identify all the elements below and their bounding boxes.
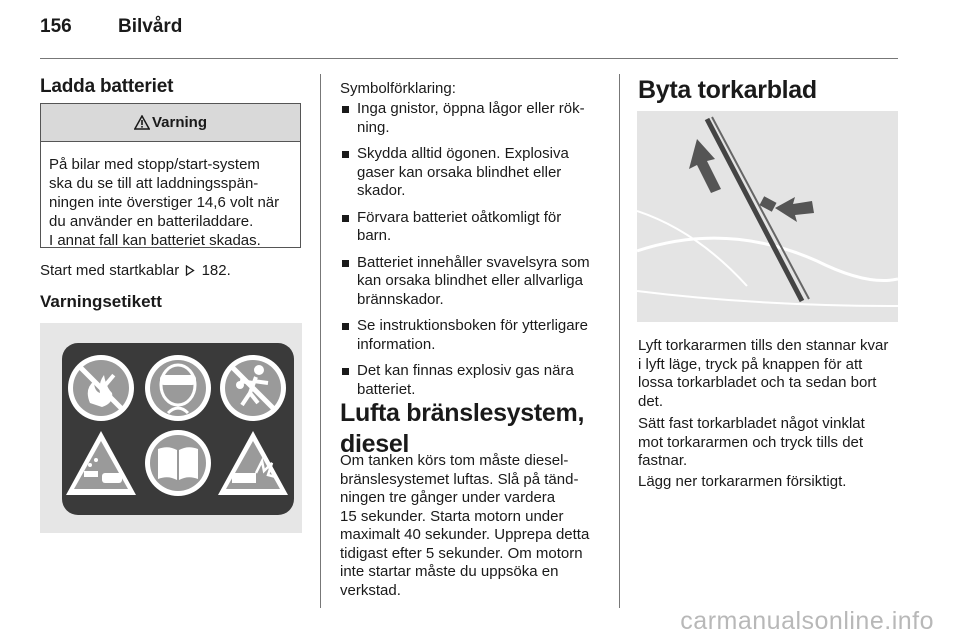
- warning-line: I annat fall kan batteriet skadas.: [49, 232, 261, 249]
- warning-header: [41, 104, 300, 142]
- wiper-paragraph-2: Sätt fast torkarbladet något vinklat mot torkararmen och tryck tills det fastnar.: [638, 415, 865, 469]
- no-fire-icon: [68, 355, 134, 421]
- warning-line: ningen inte överstiger 14,6 volt när: [49, 194, 280, 211]
- list-item: Batteriet innehåller svavelsyra som kan orsaka blindhet eller allvarliga brännskador.: [341, 254, 607, 310]
- warning-title: Varning: [151, 114, 207, 131]
- section-heading-replace-wiper: Byta torkarblad: [638, 76, 817, 104]
- warning-line: ska du se till att laddningsspän-: [49, 175, 259, 192]
- eye-protection-icon: [145, 355, 211, 421]
- jump-start-reference: [40, 262, 231, 281]
- warning-text: [41, 142, 300, 250]
- symbol-legend-intro: Symbolförklaring:: [340, 80, 456, 97]
- wiper-paragraph-3: Lägg ner torkararmen försiktigt.: [638, 473, 847, 490]
- subheading-warning-label: Varningsetikett: [40, 292, 162, 311]
- warning-line: du använder en batteriladdare.: [49, 213, 254, 230]
- warning-triangle-icon: [134, 115, 150, 130]
- page-reference-arrow-icon: [185, 265, 195, 276]
- keep-children-away-icon: [220, 355, 286, 421]
- chapter-title: Bilvård: [118, 16, 183, 37]
- jump-start-text: Start med startkablar: [40, 262, 180, 279]
- list-item: Det kan finnas explosiv gas nära batteriet.: [341, 362, 607, 399]
- section-heading-bleed-fuel-system: Lufta bränslesystem, diesel: [340, 399, 585, 458]
- warning-line: På bilar med stopp/start-system: [49, 156, 260, 173]
- column-divider-1: [320, 74, 321, 608]
- column-divider-2: [619, 74, 620, 608]
- warning-box: [40, 103, 301, 248]
- list-item: Skydda alltid ögonen. Explosiva gaser kan orsaka blindhet eller skador.: [341, 145, 607, 201]
- bleed-fuel-paragraph: Om tanken körs tom måste diesel- bränslesystemet luftas. Slå på tänd- ningen tre gånger under vardera 15 sekunder. Starta motorn under maximalt 40 sekunder. Upprepa detta tidigast efter 5 sekunder. Om motorn inte startar måste du uppsöka en verkstad.: [340, 452, 590, 599]
- wiper-blade-image: [637, 111, 898, 322]
- battery-warning-label-image: [40, 323, 302, 533]
- section-heading-charge-battery: Ladda batteriet: [40, 76, 174, 97]
- watermark: carmanualsonline.info: [680, 607, 934, 635]
- read-manual-icon: [145, 430, 211, 496]
- list-item: Se instruktionsboken för ytterligare information.: [341, 317, 607, 354]
- header-divider: [40, 58, 898, 59]
- list-item: Förvara batteriet oåtkomligt för barn.: [341, 209, 607, 246]
- list-item: Inga gnistor, öppna lågor eller rök- ning.: [341, 100, 607, 137]
- jump-start-page-link[interactable]: 182.: [201, 262, 231, 279]
- symbol-legend-list: [341, 100, 607, 407]
- page-number: 156: [40, 16, 72, 37]
- wiper-paragraph-1: Lyft torkararmen tills den stannar kvar i lyft läge, tryck på knappen för att lossa torkarbladet och ta sedan bort det.: [638, 337, 889, 410]
